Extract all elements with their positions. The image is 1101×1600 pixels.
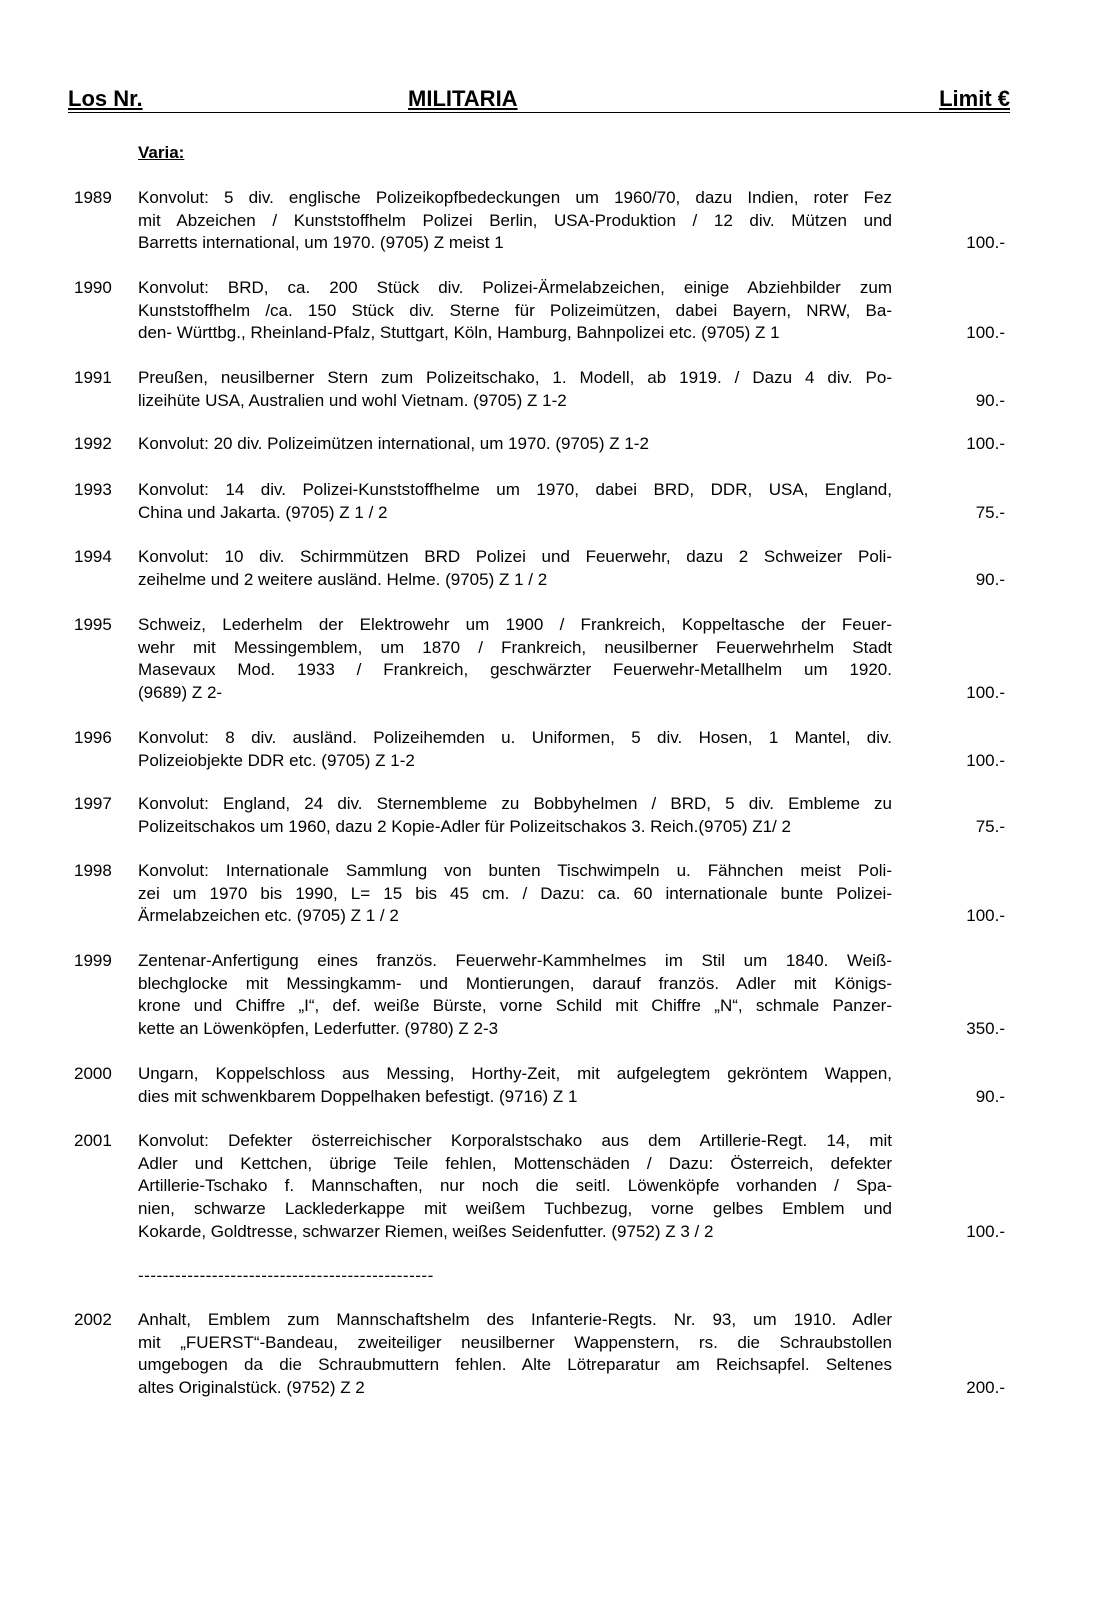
lot-limit: 100.- [966, 683, 1005, 703]
lot-number: 1997 [74, 794, 112, 813]
lot-description [138, 433, 892, 456]
header-category: MILITARIA [408, 86, 518, 111]
lot-description-line: altes Originalstück. (9752) Z 2 [138, 1378, 365, 1398]
section-title: Varia: [138, 143, 185, 162]
lot-description-line: Masevaux Mod. 1933 / Frankreich, geschwärzter Feuerwehr-Metallhelm um 1920. [138, 660, 892, 680]
lot-limit: 100.- [966, 323, 1005, 343]
lot-description-line: China und Jakarta. (9705) Z 1 / 2 [138, 502, 388, 522]
lot-description-line: zei um 1970 bis 1990, L= 15 bis 45 cm. / Dazu: ca. 60 internationale bunte Polizei- [138, 883, 892, 903]
lot-number: 1993 [74, 480, 112, 499]
lot-limit: 100.- [966, 1221, 1005, 1241]
lot-description-line: mit Abzeichen / Kunststoffhelm Polizei Berlin, USA-Produktion / 12 div. Mützen und [138, 210, 892, 230]
lot-description-line: wehr mit Messingemblem, um 1870 / Frankreich, neusilberner Feuerwehrhelm Stadt [138, 637, 892, 657]
lot-description-line: nien, schwarze Lacklederkappe mit weißem Tuchbezug, vorne gelbes Emblem und [138, 1199, 892, 1219]
lot-description-line: Schweiz, Lederhelm der Elektrowehr um 1900 / Frankreich, Koppeltasche der Feuer- [138, 615, 892, 634]
lot-description [138, 1309, 892, 1400]
lot-description-line: Artillerie-Tschako f. Mannschaften, nur noch die seitl. Löwenköpfe vorhanden / Spa- [138, 1176, 892, 1196]
lot-description [138, 614, 892, 705]
lot-description [138, 793, 892, 838]
lot-description-line: lizeihüte USA, Australien und wohl Vietnam. (9705) Z 1-2 [138, 390, 567, 410]
lot-number: 1996 [74, 728, 112, 747]
lot-limit: 100.- [966, 750, 1005, 770]
lot-description-line: Konvolut: Defekter österreichischer Korporalstschako aus dem Artillerie-Regt. 14, mit [138, 1131, 892, 1150]
lot-description-line: zeihelme und 2 weitere ausländ. Helme. (9705) Z 1 / 2 [138, 569, 548, 589]
lot-description-line: umgebogen da die Schraubmuttern fehlen. Alte Lötreparatur am Reichsapfel. Seltenes [138, 1355, 892, 1375]
lot-description-line: Konvolut: 10 div. Schirmmützen BRD Polizei und Feuerwehr, dazu 2 Schweizer Poli- [138, 547, 892, 566]
lot-description-line: Adler und Kettchen, übrige Teile fehlen, Mottenschäden / Dazu: Österreich, defekter [138, 1153, 892, 1173]
lot-description-line: (9689) Z 2- [138, 683, 223, 703]
lot-description-line: Konvolut: BRD, ca. 200 Stück div. Polizei-Ärmelabzeichen, einige Abziehbilder zum [138, 278, 892, 297]
lot-number: 1998 [74, 861, 112, 880]
lot-limit: 100.- [966, 233, 1005, 253]
lot-description [138, 727, 892, 772]
lot-description-line: Preußen, neusilberner Stern zum Polizeitschako, 1. Modell, ab 1919. / Dazu 4 div. Po- [138, 368, 892, 387]
lot-description-line: Polizeiobjekte DDR etc. (9705) Z 1-2 [138, 750, 415, 770]
lot-description-line: dies mit schwenkbarem Doppelhaken befestigt. (9716) Z 1 [138, 1086, 578, 1106]
lot-description [138, 950, 892, 1041]
lot-description [138, 1130, 892, 1243]
lot-number: 1989 [74, 188, 112, 207]
lot-description [138, 1063, 892, 1108]
lot-number: 2001 [74, 1131, 112, 1150]
lot-description-line: Polizeitschakos um 1960, dazu 2 Kopie-Adler für Polizeitschakos 3. Reich.(9705) Z1/ 2 [138, 816, 791, 836]
lot-description-line: krone und Chiffre „I“, def. weiße Bürste, vorne Schild mit Chiffre „N“, schmale Panzer- [138, 996, 892, 1016]
lot-description-line: Konvolut: Internationale Sammlung von bunten Tischwimpeln u. Fähnchen meist Poli- [138, 861, 892, 880]
lot-description-line: Anhalt, Emblem zum Mannschaftshelm des Infanterie-Regts. Nr. 93, um 1910. Adler [138, 1310, 892, 1329]
separator-line: ------------------------------------------------ [138, 1266, 434, 1285]
lot-description [138, 187, 892, 255]
lot-description-line: Konvolut: 20 div. Polizeimützen international, um 1970. (9705) Z 1-2 [138, 434, 649, 453]
lot-limit: 90.- [975, 569, 1005, 589]
lot-number: 2002 [74, 1310, 112, 1329]
lot-number: 1990 [74, 278, 112, 297]
lot-limit: 75.- [975, 502, 1005, 522]
lot-description-line: Konvolut: England, 24 div. Sternembleme zu Bobbyhelmen / BRD, 5 div. Embleme zu [138, 794, 892, 813]
lot-number: 1999 [74, 951, 112, 970]
lot-number: 1991 [74, 368, 112, 387]
lot-limit: 90.- [975, 390, 1005, 410]
lot-description-line: Kokarde, Goldtresse, schwarzer Riemen, weißes Seidenfutter. (9752) Z 3 / 2 [138, 1221, 714, 1241]
lot-limit: 350.- [966, 1019, 1005, 1039]
lot-description [138, 367, 892, 412]
lot-description-line: Ärmelabzeichen etc. (9705) Z 1 / 2 [138, 906, 399, 926]
page-header [68, 84, 1010, 113]
lot-description [138, 277, 892, 345]
lot-description-line: blechglocke mit Messingkamm- und Montierungen, darauf französ. Adler mit Königs- [138, 973, 892, 993]
lot-description-line: mit „FUERST“-Bandeau, zweiteiliger neusilberner Wappenstern, rs. die Schraubstollen [138, 1332, 892, 1352]
lot-number: 2000 [74, 1064, 112, 1083]
lot-number: 1994 [74, 547, 112, 566]
lot-description [138, 860, 892, 928]
lot-description-line: Konvolut: 14 div. Polizei-Kunststoffhelme um 1970, dabei BRD, DDR, USA, England, [138, 480, 892, 499]
lot-description-line: Konvolut: 5 div. englische Polizeikopfbedeckungen um 1960/70, dazu Indien, roter Fez [138, 188, 892, 207]
lot-description-line: Barretts international, um 1970. (9705) Z meist 1 [138, 233, 504, 253]
lot-limit: 100.- [966, 434, 1005, 453]
lot-number: 1995 [74, 615, 112, 634]
lot-description-line: den- Württbg., Rheinland-Pfalz, Stuttgart, Köln, Hamburg, Bahnpolizei etc. (9705) Z 1 [138, 323, 780, 343]
lot-number: 1992 [74, 434, 112, 453]
lot-description-line: Konvolut: 8 div. ausländ. Polizeihemden u. Uniformen, 5 div. Hosen, 1 Mantel, div. [138, 728, 892, 747]
lot-description-line: kette an Löwenköpfen, Lederfutter. (9780) Z 2-3 [138, 1019, 499, 1039]
lot-limit: 200.- [966, 1378, 1005, 1398]
lot-description-line: Zentenar-Anfertigung eines französ. Feuerwehr-Kammhelmes im Stil um 1840. Weiß- [138, 951, 892, 970]
lot-description [138, 479, 892, 524]
lot-limit: 90.- [975, 1086, 1005, 1106]
header-limit: Limit € [939, 86, 1010, 111]
lot-description [138, 546, 892, 591]
lot-description-line: Kunststoffhelm /ca. 150 Stück div. Sterne für Polizeimützen, dabei Bayern, NRW, Ba- [138, 300, 892, 320]
lot-limit: 75.- [975, 816, 1005, 836]
lot-description-line: Ungarn, Koppelschloss aus Messing, Horthy-Zeit, mit aufgelegtem gekröntem Wappen, [138, 1064, 892, 1083]
lot-limit: 100.- [966, 906, 1005, 926]
header-lot-number: Los Nr. [68, 86, 143, 111]
